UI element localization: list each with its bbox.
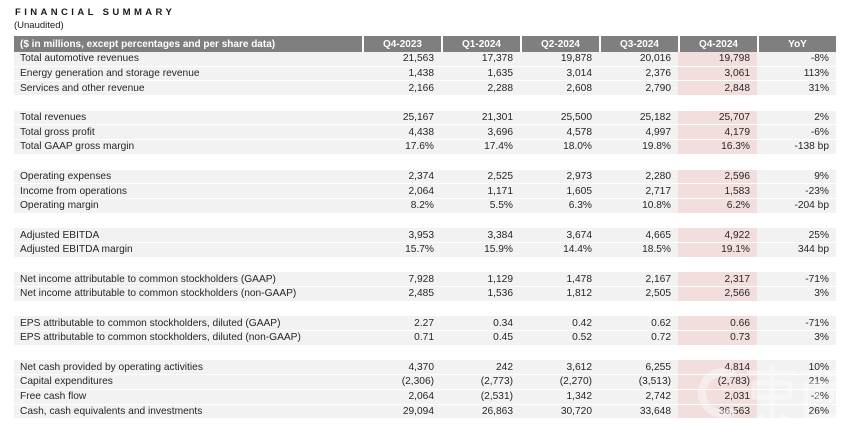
table-cell: 3%: [757, 287, 836, 302]
section-gap: [14, 96, 836, 111]
table-cell: 17,378: [441, 52, 520, 67]
table-cell: 33,648: [599, 405, 678, 420]
row-label: Capital expenditures: [14, 375, 362, 390]
row-label: Free cash flow: [14, 390, 362, 405]
table-cell: 2,374: [362, 170, 441, 185]
table-cell: 25,707: [678, 111, 757, 126]
page-title: FINANCIAL SUMMARY: [15, 7, 176, 18]
table-cell: 3%: [757, 331, 836, 346]
table-row: [14, 360, 836, 375]
table-cell: 4,578: [520, 125, 599, 140]
table-cell: 2,596: [678, 170, 757, 185]
table-cell: 2,717: [599, 184, 678, 199]
table-cell: 3,014: [520, 67, 599, 82]
row-label: Net cash provided by operating activities: [14, 360, 362, 375]
table-label-header: ($ in millions, except percentages and per share data): [20, 38, 276, 50]
table-cell: 2,317: [678, 272, 757, 287]
row-label: Energy generation and storage revenue: [14, 67, 362, 82]
table-cell: 26%: [757, 405, 836, 420]
table-cell: 0.72: [599, 331, 678, 346]
table-cell: 21%: [757, 375, 836, 390]
table-cell: (2,773): [441, 375, 520, 390]
table-cell: 2,166: [362, 81, 441, 96]
table-row: [14, 228, 836, 243]
table-row: [14, 140, 836, 155]
table-cell: 0.73: [678, 331, 757, 346]
table-cell: 18.5%: [599, 243, 678, 258]
table-cell: 1,635: [441, 67, 520, 82]
section-gap: [14, 155, 836, 170]
table-cell: 2,505: [599, 287, 678, 302]
section-gap: [14, 346, 836, 361]
table-cell: -6%: [757, 125, 836, 140]
table-cell: 4,997: [599, 125, 678, 140]
table-cell: 21,563: [362, 52, 441, 67]
table-cell: 14.4%: [520, 243, 599, 258]
table-cell: -204 bp: [757, 199, 836, 214]
table-cell: 1,478: [520, 272, 599, 287]
table-cell: 5.5%: [441, 199, 520, 214]
table-cell: 30,720: [520, 405, 599, 420]
table-cell: 2.27: [362, 316, 441, 331]
column-header-q2-2024: Q2-2024: [520, 36, 599, 52]
table-cell: 36,563: [678, 405, 757, 420]
table-cell: 1,129: [441, 272, 520, 287]
table-cell: 19.1%: [678, 243, 757, 258]
table-cell: 19.8%: [599, 140, 678, 155]
table-cell: 6.2%: [678, 199, 757, 214]
page-subtitle: (Unaudited): [14, 20, 64, 31]
table-cell: -71%: [757, 316, 836, 331]
row-label: Net income attributable to common stockholders (GAAP): [14, 272, 362, 287]
table-row: [14, 81, 836, 96]
table-cell: 18.0%: [520, 140, 599, 155]
table-row: [14, 287, 836, 302]
table-cell: 2,608: [520, 81, 599, 96]
table-cell: 16.3%: [678, 140, 757, 155]
row-label: Total gross profit: [14, 125, 362, 140]
table-cell: -8%: [757, 52, 836, 67]
table-cell: 6,255: [599, 360, 678, 375]
table-cell: (3,513): [599, 375, 678, 390]
table-cell: 1,171: [441, 184, 520, 199]
row-label: Total automotive revenues: [14, 52, 362, 67]
section-gap: [14, 302, 836, 317]
table-cell: 1,342: [520, 390, 599, 405]
table-row: [14, 375, 836, 390]
table-cell: 2,288: [441, 81, 520, 96]
table-cell: 3,612: [520, 360, 599, 375]
table-cell: 4,179: [678, 125, 757, 140]
table-cell: (2,306): [362, 375, 441, 390]
table-cell: 4,922: [678, 228, 757, 243]
row-label: Services and other revenue: [14, 81, 362, 96]
table-cell: -2%: [757, 390, 836, 405]
table-cell: 21,301: [441, 111, 520, 126]
table-cell: 2,485: [362, 287, 441, 302]
column-header-q4-2024: Q4-2024: [678, 36, 757, 52]
table-cell: 1,583: [678, 184, 757, 199]
section-gap: [14, 258, 836, 273]
table-cell: 1,605: [520, 184, 599, 199]
table-cell: 19,878: [520, 52, 599, 67]
table-row: [14, 272, 836, 287]
table-cell: 19,798: [678, 52, 757, 67]
table-cell: 0.66: [678, 316, 757, 331]
table-cell: 0.52: [520, 331, 599, 346]
row-label: EPS attributable to common stockholders, diluted (GAAP): [14, 316, 362, 331]
table-cell: 0.42: [520, 316, 599, 331]
table-cell: -71%: [757, 272, 836, 287]
table-cell: 10%: [757, 360, 836, 375]
table-cell: 4,665: [599, 228, 678, 243]
table-cell: 15.7%: [362, 243, 441, 258]
table-cell: 3,696: [441, 125, 520, 140]
table-cell: 2,031: [678, 390, 757, 405]
table-row: [14, 331, 836, 346]
table-cell: 17.6%: [362, 140, 441, 155]
table-cell: 4,814: [678, 360, 757, 375]
table-cell: 26,863: [441, 405, 520, 420]
table-cell: -23%: [757, 184, 836, 199]
table-row: [14, 111, 836, 126]
row-label: EPS attributable to common stockholders, diluted (non-GAAP): [14, 331, 362, 346]
table-cell: 0.62: [599, 316, 678, 331]
column-header-yoy: YoY: [757, 36, 836, 52]
table-cell: 25%: [757, 228, 836, 243]
row-label: Operating margin: [14, 199, 362, 214]
table-cell: 15.9%: [441, 243, 520, 258]
table-cell: 2,973: [520, 170, 599, 185]
table-row: [14, 52, 836, 67]
column-header-q1-2024: Q1-2024: [441, 36, 520, 52]
table-cell: 2,525: [441, 170, 520, 185]
table-cell: 2,566: [678, 287, 757, 302]
table-cell: 2,376: [599, 67, 678, 82]
table-row: [14, 390, 836, 405]
row-label: Income from operations: [14, 184, 362, 199]
table-cell: 2%: [757, 111, 836, 126]
table-row: [14, 184, 836, 199]
table-cell: 2,280: [599, 170, 678, 185]
table-cell: 25,182: [599, 111, 678, 126]
table-cell: 3,953: [362, 228, 441, 243]
table-cell: 6.3%: [520, 199, 599, 214]
table-cell: 9%: [757, 170, 836, 185]
row-label: Adjusted EBITDA margin: [14, 243, 362, 258]
row-label: Total revenues: [14, 111, 362, 126]
row-label: Adjusted EBITDA: [14, 228, 362, 243]
table-cell: 8.2%: [362, 199, 441, 214]
table-cell: 0.71: [362, 331, 441, 346]
table-cell: 2,742: [599, 390, 678, 405]
table-cell: 3,061: [678, 67, 757, 82]
table-row: [14, 405, 836, 420]
table-cell: 2,790: [599, 81, 678, 96]
table-cell: 2,167: [599, 272, 678, 287]
table-cell: 3,384: [441, 228, 520, 243]
table-cell: (2,270): [520, 375, 599, 390]
table-row: [14, 170, 836, 185]
table-cell: 1,438: [362, 67, 441, 82]
column-header-q3-2024: Q3-2024: [599, 36, 678, 52]
table-cell: 2,064: [362, 184, 441, 199]
table-body: [14, 52, 836, 419]
table-cell: -138 bp: [757, 140, 836, 155]
table-cell: (2,783): [678, 375, 757, 390]
table-row: [14, 243, 836, 258]
table-cell: 1,812: [520, 287, 599, 302]
table-cell: 25,167: [362, 111, 441, 126]
table-cell: 29,094: [362, 405, 441, 420]
table-cell: 25,500: [520, 111, 599, 126]
table-cell: 3,674: [520, 228, 599, 243]
table-cell: 17.4%: [441, 140, 520, 155]
table-row: [14, 199, 836, 214]
table-row: [14, 125, 836, 140]
row-label: Operating expenses: [14, 170, 362, 185]
financial-summary-table: [14, 36, 836, 419]
table-cell: 31%: [757, 81, 836, 96]
table-cell: (2,531): [441, 390, 520, 405]
table-cell: 344 bp: [757, 243, 836, 258]
table-cell: 1,536: [441, 287, 520, 302]
table-cell: 0.34: [441, 316, 520, 331]
row-label: Total GAAP gross margin: [14, 140, 362, 155]
section-gap: [14, 214, 836, 229]
table-cell: 4,370: [362, 360, 441, 375]
table-cell: 10.8%: [599, 199, 678, 214]
table-cell: 242: [441, 360, 520, 375]
table-cell: 2,848: [678, 81, 757, 96]
table-row: [14, 67, 836, 82]
table-cell: 113%: [757, 67, 836, 82]
table-header-row: [14, 36, 836, 52]
table-cell: 4,438: [362, 125, 441, 140]
table-cell: 2,064: [362, 390, 441, 405]
table-cell: 0.45: [441, 331, 520, 346]
table-cell: 20,016: [599, 52, 678, 67]
column-header-q4-2023: Q4-2023: [362, 36, 441, 52]
row-label: Cash, cash equivalents and investments: [14, 405, 362, 420]
table-cell: 7,928: [362, 272, 441, 287]
row-label: Net income attributable to common stockholders (non-GAAP): [14, 287, 362, 302]
table-row: [14, 316, 836, 331]
